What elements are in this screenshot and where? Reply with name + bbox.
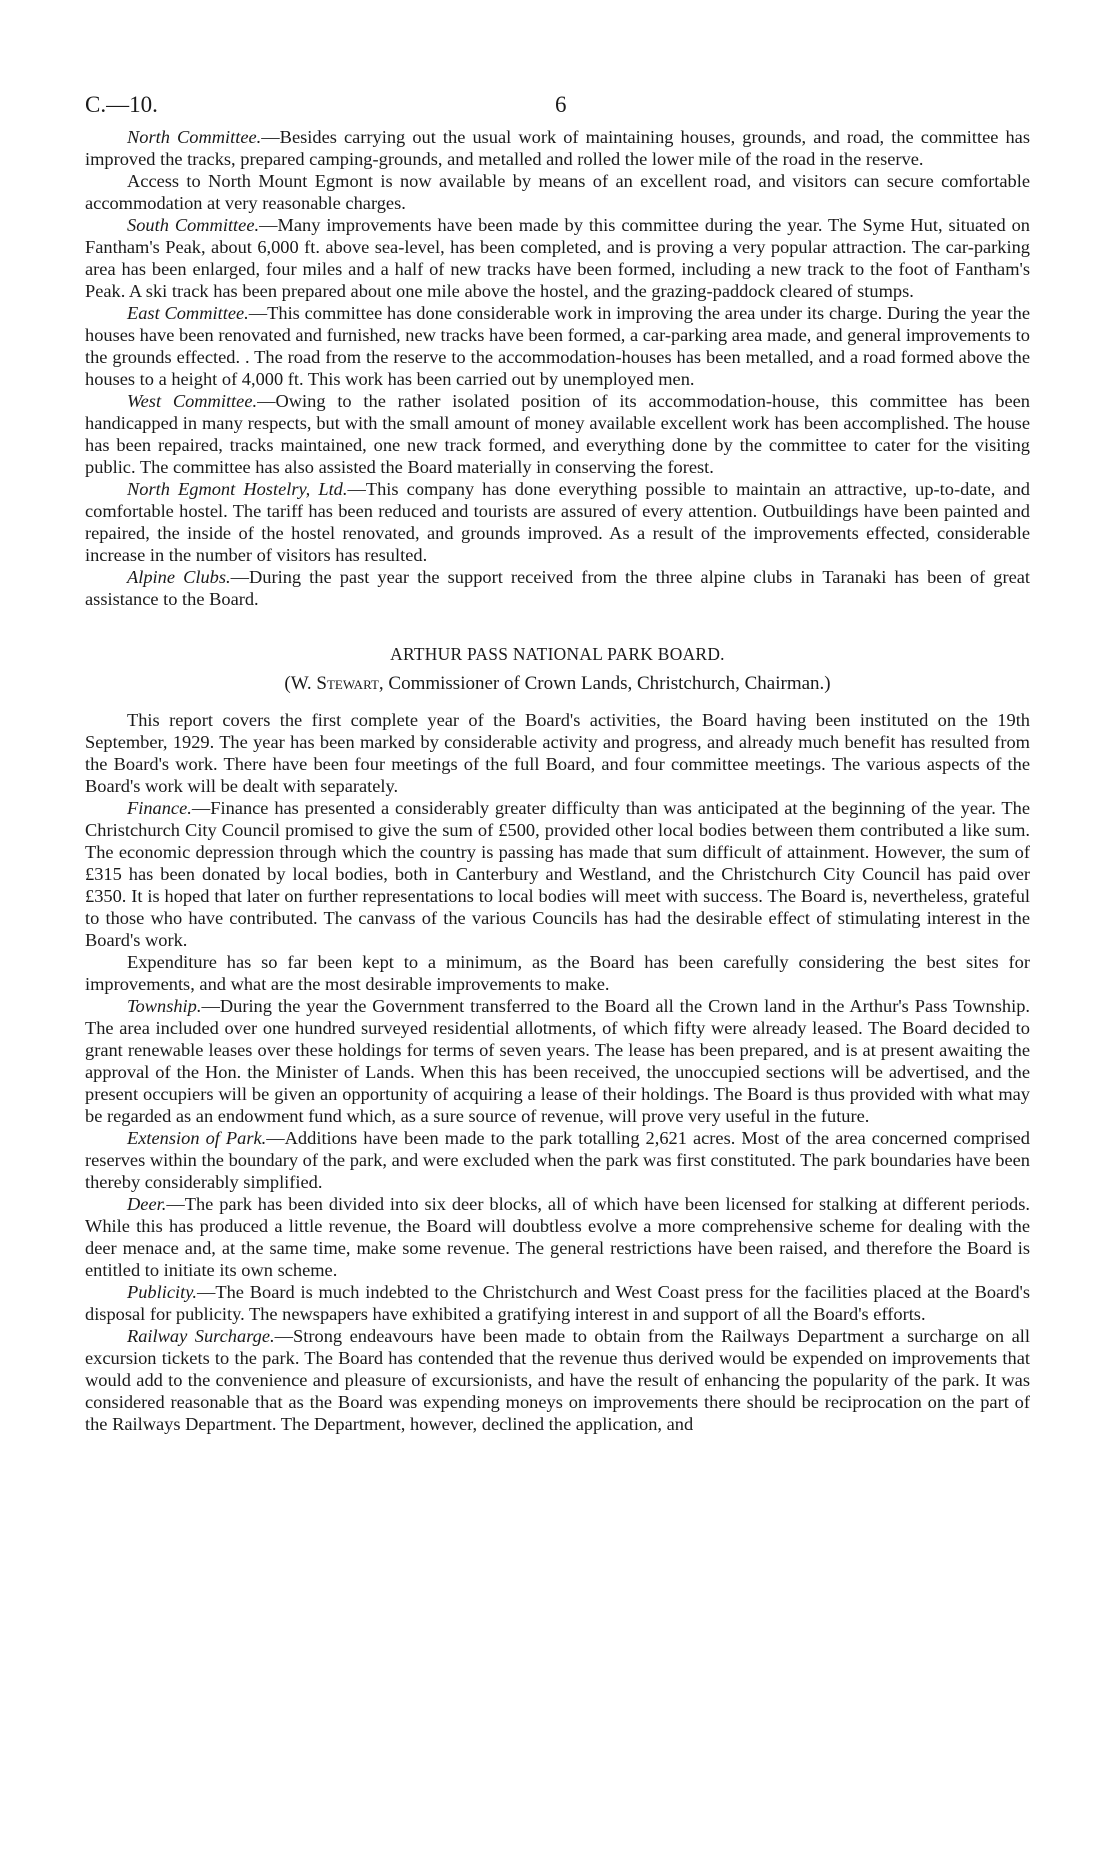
paragraph-text: Access to North Mount Egmont is now available by means of an excellent road, and visitors can secure comfortable accommodation at very reasonable charges. <box>85 171 1030 213</box>
paragraph-title: South Committee. <box>127 215 260 235</box>
paragraph <box>85 214 1030 302</box>
paragraph <box>85 1193 1030 1281</box>
paragraph-text: —Owing to the rather isolated position of its accommodation-house, this committee has been handicapped in many respects, but with the small amount of money available excellent work has been accomplished. The house has been repaired, tracks maintained, one new track formed, and everything done by the committee to cater for the visiting public. The committee has also assisted the Board materially in conserving the forest. <box>85 391 1031 477</box>
paragraph-title: Deer. <box>127 1194 167 1214</box>
paragraph-title: North Committee. <box>127 127 262 147</box>
paragraph-title: Railway Surcharge. <box>127 1326 275 1346</box>
arthur-pass-section <box>85 709 1030 1435</box>
paragraph-text: —Finance has presented a considerably greater difficulty than was anticipated at the beginning of the year. The Christchurch City Council promised to give the sum of £500, provided other local bodies between them contributed a like sum. The economic depression through which the country is passing has made that sum difficult of attainment. However, the sum of £315 has been donated by local bodies, both in Canterbury and Westland, and the Christchurch City Council has paid over £350. It is hoped that later on further representations to local bodies will meet with success. The Board is, nevertheless, grateful to those who have contributed. The canvass of the various Councils has had the desirable effect of stimulating interest in the Board's work. <box>85 798 1030 950</box>
paragraph <box>85 797 1030 951</box>
egmont-section <box>85 126 1030 610</box>
paragraph-title: Alpine Clubs. <box>127 567 231 587</box>
paragraph-title: Finance. <box>127 798 192 818</box>
paragraph-text: —Additions have been made to the park totalling 2,621 acres. Most of the area concerned comprised reserves within the boundary of the park, and were excluded when the park was first constituted. The park boundaries have been thereby considerably simplified. <box>85 1128 1030 1192</box>
paragraph <box>85 302 1030 390</box>
paragraph <box>85 478 1030 566</box>
paragraph-text: —During the year the Government transferred to the Board all the Crown land in the Arthur's Pass Township. The area included over one hundred surveyed residential allotments, of which fifty were already leased. The Board decided to grant renewable leases over these holdings for terms of seven years. The lease has been prepared, and is at present awaiting the approval of the Hon. the Minister of Lands. When this has been received, the unoccupied sections will be advertised, and the present occupiers will be given an opportunity of acquiring a lease of their holdings. The Board is thus provided with what may be regarded as an endowment fund which, as a sure source of revenue, will prove very useful in the future. <box>85 996 1030 1126</box>
paragraph-text: —Strong endeavours have been made to obtain from the Railways Department a surcharge on all excursion tickets to the park. The Board has contended that the revenue thus derived would be expended on improvements that would add to the convenience and pleasure of excursionists, and have the result of enhancing the popularity of the park. It was considered reasonable that as the Board was expending moneys on improvements there should be reciprocation on the part of the Railways Department. The Department, however, declined the application, and <box>85 1326 1031 1434</box>
page-header <box>85 92 1030 126</box>
section-heading: ARTHUR PASS NATIONAL PARK BOARD. <box>390 644 725 664</box>
paragraph-title: Publicity. <box>127 1282 197 1302</box>
paragraph <box>85 995 1030 1127</box>
paragraph-text: —Besides carrying out the usual work of maintaining houses, grounds, and road, the committee has improved the tracks, prepared camping-grounds, and metalled and rolled the lower mile of the road in the reserve. <box>85 127 1030 169</box>
document-code: C.—10. <box>85 92 158 117</box>
paragraph <box>85 1281 1030 1325</box>
paragraph-text: —Many improvements have been made by this committee during the year. The Syme Hut, situated on Fantham's Peak, about 6,000 ft. above sea-level, has been completed, and is proving a very popular attraction. The car-parking area has been enlarged, four miles and a half of new tracks have been formed, including a new track to the foot of Fantham's Peak. A ski track has been prepared about one mile above the hostel, and the grazing-paddock cleared of stumps. <box>85 215 1030 301</box>
paragraph-text: —During the past year the support received from the three alpine clubs in Taranaki has been of great assistance to the Board. <box>85 567 1031 609</box>
paragraph-text: —This company has done everything possible to maintain an attractive, up-to-date, and comfortable hostel. The tariff has been reduced and tourists are assured of every attention. Outbuildings have been painted and repaired, the inside of the hostel renovated, and grounds improved. As a result of the improvements effected, considerable increase in the number of visitors has resulted. <box>85 479 1030 565</box>
paragraph-text: —The park has been divided into six deer blocks, all of which have been licensed for stalking at different periods. While this has produced a little revenue, the Board will doubtless evolve a more comprehensive scheme for dealing with the deer menace and, at the same time, make some revenue. The general restrictions have been raised, and therefore the Board is entitled to initiate its own scheme. <box>85 1194 1030 1280</box>
paragraph-text: —The Board is much indebted to the Christchurch and West Coast press for the facilities placed at the Board's disposal for publicity. The newspapers have exhibited a gratifying interest in and support of all the Board's efforts. <box>85 1282 1030 1324</box>
subheading-rest: , Commissioner of Crown Lands, Christchurch, Chairman.) <box>378 673 831 694</box>
paragraph <box>85 390 1030 478</box>
paragraph-text: —This committee has done considerable work in improving the area under its charge. During the year the houses have been renovated and furnished, new tracks have been formed, a car-parking area made, and general improvements to the grounds effected. . The road from the reserve to the accommodation-houses has been metalled, and a road formed above the houses to a height of 4,000 ft. This work has been carried out by unemployed men. <box>85 303 1030 389</box>
paragraph-title: East Committee. <box>127 303 249 323</box>
paragraph-text: Expenditure has so far been kept to a minimum, as the Board has been carefully considering the best sites for improvements, and what are the most desirable improvements to make. <box>85 952 1030 994</box>
paragraph <box>85 126 1030 170</box>
paragraph-text: This report covers the first complete year of the Board's activities, the Board having been instituted on the 19th September, 1929. The year has been marked by considerable activity and progress, and already much benefit has resulted from the Board's work. There have been four meetings of the full Board, and four committee meetings. The various aspects of the Board's work will be dealt with separately. <box>85 710 1030 796</box>
paragraph-title: West Committee. <box>127 391 258 411</box>
page-number: 6 <box>555 92 567 117</box>
paragraph-title: North Egmont Hostelry, Ltd. <box>127 479 348 499</box>
paragraph <box>85 1325 1030 1435</box>
chairman-name: Stewart <box>316 673 379 694</box>
document-page <box>85 92 1030 1435</box>
subheading-open: (W. <box>284 673 317 694</box>
paragraph <box>85 709 1030 797</box>
paragraph <box>85 170 1030 214</box>
paragraph <box>85 566 1030 610</box>
paragraph <box>85 1127 1030 1193</box>
paragraph <box>85 951 1030 995</box>
section-subheading <box>85 673 1030 695</box>
paragraph-title: Township. <box>127 996 202 1016</box>
paragraph-title: Extension of Park. <box>127 1128 267 1148</box>
